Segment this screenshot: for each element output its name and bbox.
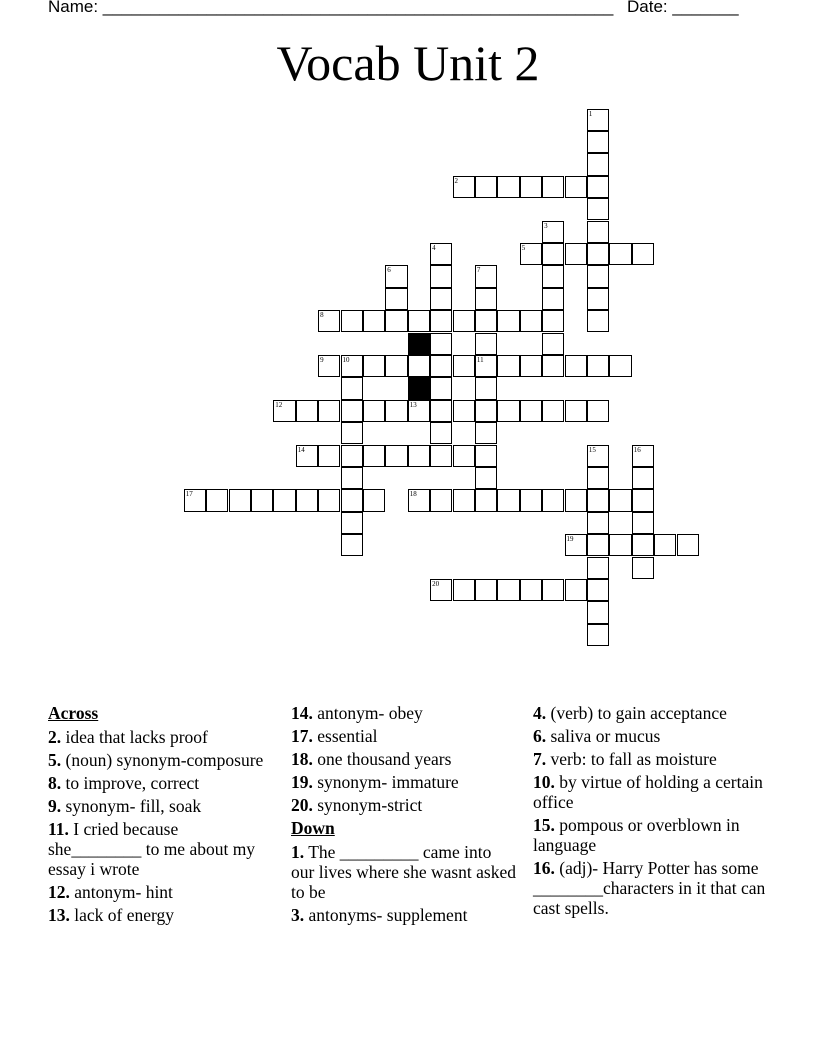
crossword-cell[interactable] (363, 400, 385, 422)
clue-number-label: 1 (588, 109, 593, 118)
crossword-cell[interactable] (430, 400, 452, 422)
crossword-cell[interactable] (587, 534, 609, 556)
crossword-cell[interactable] (497, 579, 519, 601)
crossword-cell[interactable] (475, 288, 497, 310)
crossword-cell[interactable] (632, 512, 654, 534)
crossword-cell[interactable] (587, 288, 609, 310)
crossword-cell[interactable] (632, 534, 654, 556)
crossword-cell[interactable] (408, 310, 430, 332)
name-field-label: Name: ______________________________________________________ (48, 0, 614, 16)
clue-number-label: 2 (454, 176, 458, 185)
crossword-cell[interactable] (587, 467, 609, 489)
crossword-cell[interactable] (542, 176, 564, 198)
crossword-cell[interactable] (385, 288, 407, 310)
crossword-cell[interactable] (363, 489, 385, 511)
crossword-cell[interactable] (341, 467, 363, 489)
clue-down-7: 7. verb: to fall as moisture (533, 749, 717, 769)
crossword-cell[interactable] (542, 489, 564, 511)
clue-number-label: 15 (588, 445, 596, 454)
clue-number-label: 13 (409, 400, 417, 409)
crossword-cell[interactable] (475, 467, 497, 489)
crossword-cell[interactable] (318, 355, 340, 377)
clue-across-8: 8. to improve, correct (48, 773, 200, 793)
crossword-cell[interactable] (587, 176, 609, 198)
crossword-cell[interactable] (542, 288, 564, 310)
crossword-cell[interactable] (408, 355, 430, 377)
crossword-cell[interactable] (542, 400, 564, 422)
crossword-cell[interactable] (587, 265, 609, 287)
clue-number-label: 14 (297, 445, 305, 454)
crossword-cell[interactable] (475, 489, 497, 511)
crossword-cell[interactable] (430, 489, 452, 511)
crossword-cell[interactable] (520, 400, 542, 422)
crossword-cell[interactable] (453, 310, 475, 332)
crossword-cell[interactable] (565, 400, 587, 422)
crossword-cell[interactable] (341, 310, 363, 332)
crossword-cell[interactable] (475, 333, 497, 355)
crossword-cell[interactable] (184, 489, 206, 511)
crossword-cell[interactable] (453, 489, 475, 511)
crossword-cell[interactable] (587, 221, 609, 243)
crossword-cell[interactable] (341, 377, 363, 399)
crossword-cell[interactable] (273, 489, 295, 511)
page-title: Vocab Unit 2 (276, 35, 540, 91)
crossword-cell[interactable] (430, 310, 452, 332)
crossword-cell[interactable] (565, 176, 587, 198)
crossword-cell[interactable] (542, 221, 564, 243)
clue-across-2: 2. idea that lacks proof (48, 727, 208, 747)
crossword-cell[interactable] (632, 467, 654, 489)
crossword-cell[interactable] (497, 310, 519, 332)
clue-number-label: 8 (320, 311, 324, 320)
clue-down-4: 4. (verb) to gain acceptance (533, 703, 727, 723)
clue-number-label: 5 (521, 243, 526, 252)
clue-number-label: 9 (320, 355, 324, 364)
clue-across-14: 14. antonym- obey (291, 703, 423, 723)
crossword-cell[interactable] (587, 512, 609, 534)
crossword-cell[interactable] (520, 489, 542, 511)
crossword-cell[interactable] (542, 243, 564, 265)
crossword-cell[interactable] (587, 557, 609, 579)
clue-number-label: 6 (387, 266, 391, 275)
crossword-cell[interactable] (475, 422, 497, 444)
clue-column-3 (533, 703, 773, 921)
crossword-cell[interactable] (385, 310, 407, 332)
clue-down-10: 10. by virtue of holding a certain office (533, 772, 763, 812)
crossword-cell[interactable] (229, 489, 251, 511)
clue-column-1 (48, 703, 273, 928)
crossword-cell[interactable] (453, 355, 475, 377)
crossword-cell[interactable] (542, 355, 564, 377)
crossword-cell[interactable] (475, 176, 497, 198)
clue-across-9: 9. synonym- fill, soak (48, 796, 202, 816)
clue-number-label: 11 (476, 355, 484, 364)
clue-number-label: 7 (476, 266, 481, 275)
crossword-cell[interactable] (408, 400, 430, 422)
crossword-cell[interactable] (341, 422, 363, 444)
crossword-cell[interactable] (296, 445, 318, 467)
clue-down-16: 16. (adj)- Harry Potter has some ________characters in it that can cast spells. (533, 858, 766, 918)
crossword-cell[interactable] (206, 489, 228, 511)
crossword-cell[interactable] (565, 534, 587, 556)
crossword-cell[interactable] (587, 198, 609, 220)
crossword-cell[interactable] (587, 601, 609, 623)
crossword-cell[interactable] (385, 265, 407, 287)
crossword-cell[interactable] (475, 265, 497, 287)
crossword-cell[interactable] (587, 579, 609, 601)
across-heading: Across (48, 703, 99, 723)
down-heading: Down (291, 818, 335, 838)
crossword-cell[interactable] (318, 445, 340, 467)
crossword-cell[interactable] (609, 534, 631, 556)
clue-number-label: 10 (342, 355, 350, 364)
clue-number-label: 12 (275, 400, 283, 409)
crossword-cell[interactable] (408, 489, 430, 511)
crossword-cell[interactable] (565, 579, 587, 601)
clue-number-label: 18 (409, 490, 417, 499)
clue-down-1: 1. The _________ came into our lives where she wasnt asked to be (291, 842, 517, 902)
crossword-cell[interactable] (475, 310, 497, 332)
clue-across-13: 13. lack of energy (48, 905, 175, 925)
crossword-cell[interactable] (251, 489, 273, 511)
crossword-cell[interactable] (341, 534, 363, 556)
crossword-cell[interactable] (475, 445, 497, 467)
crossword-cell[interactable] (497, 489, 519, 511)
clue-across-17: 17. essential (291, 726, 378, 746)
crossword-cell[interactable] (430, 333, 452, 355)
clue-number-label: 16 (633, 445, 641, 454)
crossword-cell[interactable] (341, 355, 363, 377)
clue-down-3: 3. antonyms- supplement (291, 905, 468, 925)
crossword-cell[interactable] (632, 489, 654, 511)
crossword-cell[interactable] (475, 400, 497, 422)
crossword-cell[interactable] (430, 265, 452, 287)
crossword-cell[interactable] (654, 534, 676, 556)
crossword-cell[interactable] (430, 377, 452, 399)
crossword-black-cell (408, 377, 430, 399)
crossword-cell[interactable] (497, 176, 519, 198)
clue-across-20: 20. synonym-strict (291, 795, 423, 815)
crossword-cell[interactable] (587, 153, 609, 175)
crossword-cell[interactable] (430, 355, 452, 377)
crossword-cell[interactable] (453, 176, 475, 198)
crossword-cell[interactable] (632, 243, 654, 265)
crossword-cell[interactable] (318, 310, 340, 332)
crossword-cell[interactable] (520, 310, 542, 332)
crossword-cell[interactable] (318, 489, 340, 511)
crossword-cell[interactable] (341, 489, 363, 511)
crossword-cell[interactable] (609, 243, 631, 265)
crossword-cell[interactable] (587, 355, 609, 377)
crossword-cell[interactable] (296, 400, 318, 422)
clue-across-19: 19. synonym- immature (291, 772, 459, 792)
clue-across-11: 11. I cried because she________ to me about my essay i wrote (48, 819, 256, 879)
crossword-cell[interactable] (408, 445, 430, 467)
crossword-cell[interactable] (341, 400, 363, 422)
crossword-cell[interactable] (430, 445, 452, 467)
crossword-cell[interactable] (363, 445, 385, 467)
crossword-cell[interactable] (609, 355, 631, 377)
clue-down-15: 15. pompous or overblown in language (533, 815, 740, 855)
crossword-cell[interactable] (341, 512, 363, 534)
crossword-cell[interactable] (587, 109, 609, 131)
crossword-cell[interactable] (587, 400, 609, 422)
crossword-cell[interactable] (453, 400, 475, 422)
crossword-cell[interactable] (385, 445, 407, 467)
clue-across-12: 12. antonym- hint (48, 882, 173, 902)
crossword-cell[interactable] (565, 355, 587, 377)
clue-across-5: 5. (noun) synonym-composure (48, 750, 264, 770)
crossword-cell[interactable] (341, 445, 363, 467)
crossword-cell[interactable] (520, 579, 542, 601)
crossword-cell[interactable] (587, 624, 609, 646)
crossword-cell[interactable] (609, 489, 631, 511)
crossword-cell[interactable] (430, 579, 452, 601)
crossword-cell[interactable] (587, 131, 609, 153)
crossword-cell[interactable] (632, 557, 654, 579)
crossword-cell[interactable] (587, 310, 609, 332)
crossword-cell[interactable] (475, 355, 497, 377)
crossword-cell[interactable] (475, 579, 497, 601)
crossword-cell[interactable] (430, 288, 452, 310)
crossword-cell[interactable] (363, 310, 385, 332)
crossword-black-cell (408, 333, 430, 355)
crossword-cell[interactable] (587, 243, 609, 265)
crossword-cell[interactable] (497, 400, 519, 422)
crossword-cell[interactable] (296, 489, 318, 511)
crossword-cell[interactable] (632, 445, 654, 467)
crossword-cell[interactable] (430, 243, 452, 265)
crossword-cell[interactable] (542, 579, 564, 601)
clue-number-label: 20 (432, 579, 440, 588)
crossword-cell[interactable] (587, 445, 609, 467)
crossword-cell[interactable] (520, 243, 542, 265)
crossword-cell[interactable] (453, 445, 475, 467)
crossword-cell[interactable] (453, 579, 475, 601)
clue-number-label: 19 (566, 535, 574, 544)
crossword-cell[interactable] (677, 534, 699, 556)
clue-column-2 (291, 703, 516, 928)
crossword-cell[interactable] (587, 489, 609, 511)
crossword-cell[interactable] (565, 489, 587, 511)
clue-number-label: 4 (432, 243, 436, 252)
clue-number-label: 3 (544, 221, 548, 230)
clue-down-6: 6. saliva or mucus (533, 726, 661, 746)
crossword-cell[interactable] (542, 333, 564, 355)
crossword-cell[interactable] (318, 400, 340, 422)
crossword-cell[interactable] (363, 355, 385, 377)
clue-across-18: 18. one thousand years (291, 749, 452, 769)
date-field-label: Date: _______ (627, 0, 739, 16)
crossword-cell[interactable] (430, 422, 452, 444)
crossword-cell[interactable] (520, 176, 542, 198)
crossword-cell[interactable] (385, 355, 407, 377)
crossword-cell[interactable] (565, 243, 587, 265)
clue-number-label: 17 (185, 490, 193, 499)
crossword-cell[interactable] (475, 377, 497, 399)
crossword-cell[interactable] (497, 355, 519, 377)
crossword-cell[interactable] (520, 355, 542, 377)
crossword-cell[interactable] (542, 310, 564, 332)
crossword-cell[interactable] (273, 400, 295, 422)
crossword-cell[interactable] (385, 400, 407, 422)
crossword-cell[interactable] (542, 265, 564, 287)
